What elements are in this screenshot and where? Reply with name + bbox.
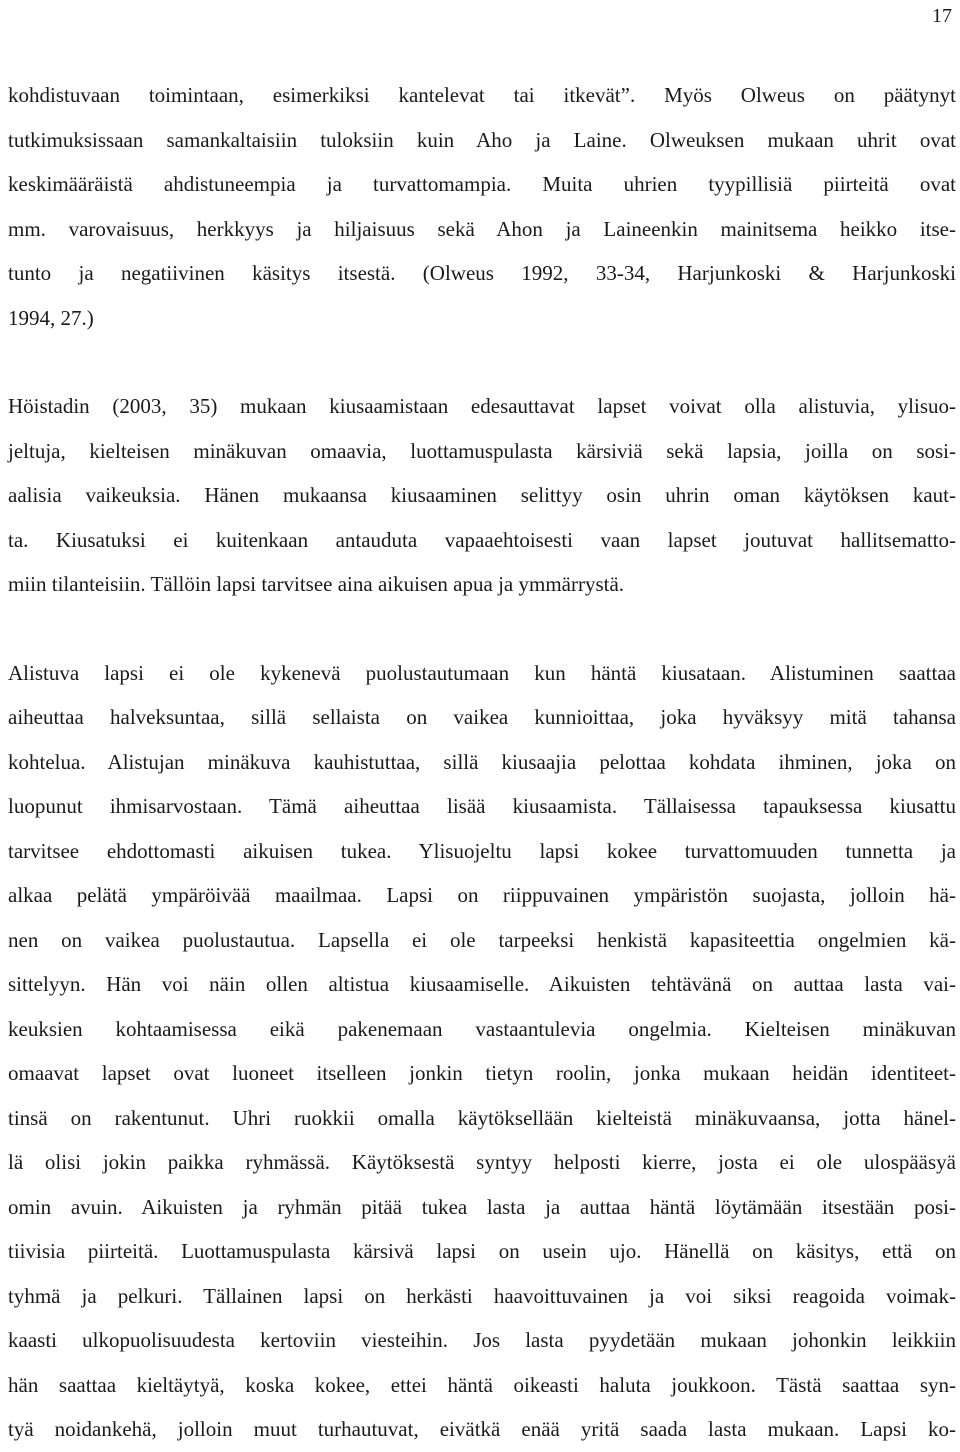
text-line: kaasti ulkopuolisuudesta kertoviin viesteihin. Jos lasta pyydetään mukaan johonkin leikkiin — [8, 1328, 956, 1352]
text-line: tyä noidankehä, jolloin muut turhautuvat, eivätkä enää yritä saada lasta mukaan. Lapsi ko- — [8, 1417, 956, 1441]
paragraph-1 — [8, 73, 956, 340]
text-line: Alistuva lapsi ei ole kykenevä puolustautumaan kun häntä kiusataan. Alistuminen saattaa — [8, 660, 956, 685]
text-line: mm. varovaisuus, herkkyys ja hiljaisuus sekä Ahon ja Laineenkin mainitsema heikko itse- — [8, 216, 956, 241]
text-line: 1994, 27.) — [8, 305, 94, 330]
text-line: tarvitsee ehdottomasti aikuisen tukea. Ylisuojeltu lapsi kokee turvattomuuden tunnetta ja — [8, 838, 956, 863]
text-line: tyhmä ja pelkuri. Tällainen lapsi on herkästi haavoittuvainen ja voi siksi reagoida voimak- — [8, 1283, 956, 1308]
document-body — [8, 73, 956, 1452]
paragraph-2 — [8, 384, 956, 607]
text-line: tutkimuksissaan samankaltaisiin tuloksiin kuin Aho ja Laine. Olweuksen mukaan uhrit ovat — [8, 127, 956, 152]
text-line: lä olisi jokin paikka ryhmässä. Käytöksestä syntyy helposti kierre, josta ei ole ulospääsyä — [8, 1150, 956, 1174]
text-line: keuksien kohtaamisessa eikä pakenemaan vastaantulevia ongelmia. Kielteisen minäkuvan — [8, 1016, 956, 1041]
text-line: omaavat lapset ovat luoneet itselleen jonkin tietyn roolin, jonka mukaan heidän identiteet- — [8, 1061, 956, 1085]
text-line: jeltuja, kielteisen minäkuvan omaavia, luottamuspulasta kärsiviä sekä lapsia, joilla on sosi- — [8, 438, 956, 463]
text-line: tunto ja negatiivinen käsitys itsestä. (Olweus 1992, 33-34, Harjunkoski & Harjunkoski — [8, 261, 956, 285]
text-line: Höistadin (2003, 35) mukaan kiusaamistaan edesauttavat lapset voivat olla alistuvia, ylisuo- — [8, 394, 956, 418]
text-line: omin avuin. Aikuisten ja ryhmän pitää tukea lasta ja auttaa häntä löytämään itsestään posi- — [8, 1194, 956, 1219]
page-number: 17 — [932, 5, 952, 27]
text-line: aalisia vaikeuksia. Hänen mukaansa kiusaaminen selittyy osin uhrin oman käytöksen kaut- — [8, 483, 956, 507]
paragraph-spacer — [8, 340, 956, 384]
text-line: kohtelua. Alistujan minäkuva kauhistuttaa, sillä kiusaajia pelottaa kohdata ihminen, joka on — [8, 749, 956, 774]
text-line: hän saattaa kieltäytyä, koska kokee, ettei häntä oikeasti haluta joukkoon. Tästä saattaa syn- — [8, 1372, 956, 1397]
text-line: kohdistuvaan toimintaan, esimerkiksi kantelevat tai itkevät”. Myös Olweus on päätynyt — [8, 83, 956, 107]
text-line: nen on vaikea puolustautua. Lapsella ei ole tarpeeksi henkistä kapasiteettia ongelmien kä- — [8, 927, 956, 952]
text-line: keskimääräistä ahdistuneempia ja turvattomampia. Muita uhrien tyypillisiä piirteitä ovat — [8, 172, 956, 196]
text-line: miin tilanteisiin. Tällöin lapsi tarvitsee aina aikuisen apua ja ymmärrystä. — [8, 572, 625, 596]
text-line: tiivisia piirteitä. Luottamuspulasta kärsivä lapsi on usein ujo. Hänellä on käsitys, että on — [8, 1239, 956, 1263]
text-line: luopunut ihmisarvostaan. Tämä aiheuttaa lisää kiusaamista. Tällaisessa tapauksessa kiusattu — [8, 794, 956, 818]
text-line: aiheuttaa halveksuntaa, sillä sellaista on vaikea kunnioittaa, joka hyväksyy mitä tahansa — [8, 705, 956, 729]
paragraph-spacer — [8, 607, 956, 651]
paragraph-3 — [8, 651, 956, 1452]
text-line: tinsä on rakentunut. Uhri ruokkii omalla käytöksellään kielteistä minäkuvaansa, jotta hänel- — [8, 1105, 956, 1130]
text-line: sittelyyn. Hän voi näin ollen altistua kiusaamiselle. Aikuisten tehtävänä on auttaa lasta vai- — [8, 972, 956, 996]
text-line: ta. Kiusatuksi ei kuitenkaan antauduta vapaaehtoisesti vaan lapset joutuvat hallitsematto- — [8, 527, 956, 552]
text-line: alkaa pelätä ympäröivää maailmaa. Lapsi on riippuvainen ympäristön suojasta, jolloin hä- — [8, 883, 956, 907]
